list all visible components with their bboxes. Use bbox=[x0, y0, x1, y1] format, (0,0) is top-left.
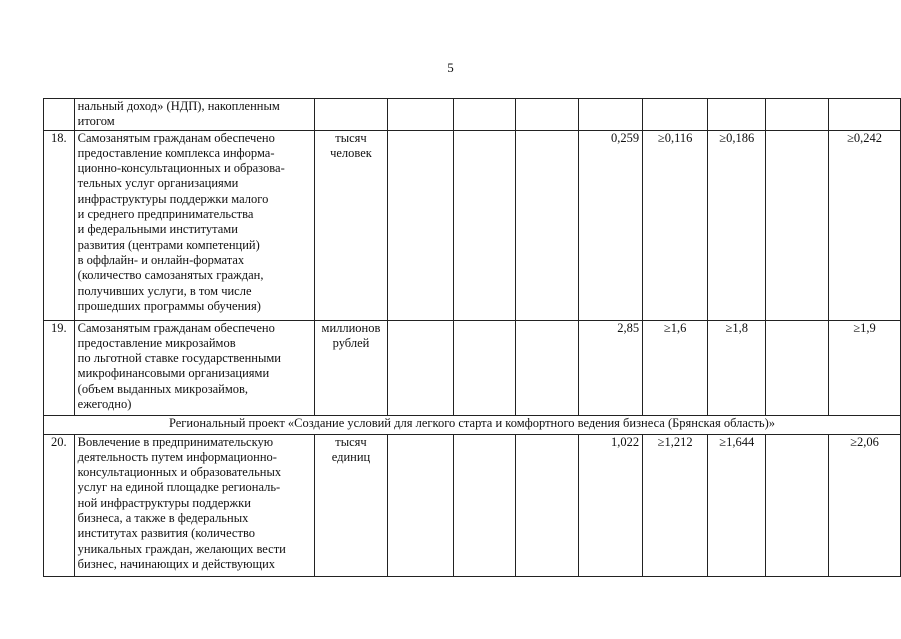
base-value: 0,259 bbox=[579, 130, 643, 320]
section-header: Региональный проект «Создание условий для легкого старта и комфортного ведения бизнеса (Брянская область)» bbox=[44, 415, 901, 434]
row-number: 20. bbox=[44, 434, 75, 576]
page-number: 5 bbox=[447, 60, 454, 75]
indicator-description: Самозанятым гражданам обеспечено предоставление микрозаймов по льготной ставке государственными микрофинансовыми организациями (объем выданных микрозаймов, ежегодно) bbox=[74, 320, 314, 415]
target-value-3: ≥1,9 bbox=[829, 320, 901, 415]
indicator-description: Самозанятым гражданам обеспечено предоставление комплекса информа- ционно-консультационных и образова- тельных услуг организациями инфраструктуры поддержки малого и среднего предпринимательства и федеральными институтами развития (центрами компетенций) в оффлайн- и онлайн-форматах (количество самозанятых граждан, получивших услуги, в том числе прошедших программы обучения) bbox=[74, 130, 314, 320]
table-row-19 bbox=[44, 320, 901, 415]
target-value-3: ≥2,06 bbox=[829, 434, 901, 576]
target-value-2: ≥1,8 bbox=[708, 320, 766, 415]
target-value-1: ≥0,116 bbox=[643, 130, 708, 320]
unit-cell: тысяч единиц bbox=[314, 434, 388, 576]
target-value-2: ≥0,186 bbox=[708, 130, 766, 320]
unit-cell bbox=[314, 99, 388, 131]
indicator-description: нальный доход» (НДП), накопленным итогом bbox=[74, 99, 314, 131]
row-number: 19. bbox=[44, 320, 75, 415]
base-value: 2,85 bbox=[579, 320, 643, 415]
target-value-1: ≥1,6 bbox=[643, 320, 708, 415]
table-row-20 bbox=[44, 434, 901, 576]
unit-cell: тысяч человек bbox=[314, 130, 388, 320]
indicator-description: Вовлечение в предпринимательскую деятельность путем информационно- консультационных и образовательных услуг на единой площадке региональ- ной инфраструктуры поддержки бизнеса, а также в федеральных институтах развития (количество уникальных граждан, желающих вести бизнес, начинающих и действующих bbox=[74, 434, 314, 576]
base-value: 1,022 bbox=[579, 434, 643, 576]
table-row-continuation bbox=[44, 99, 901, 131]
section-header-row bbox=[44, 415, 901, 434]
target-value-2: ≥1,644 bbox=[708, 434, 766, 576]
target-value-1: ≥1,212 bbox=[643, 434, 708, 576]
row-number-cell bbox=[44, 99, 75, 131]
unit-cell: миллионов рублей bbox=[314, 320, 388, 415]
table-row-18 bbox=[44, 130, 901, 320]
row-number: 18. bbox=[44, 130, 75, 320]
indicators-table bbox=[43, 98, 901, 577]
target-value-3: ≥0,242 bbox=[829, 130, 901, 320]
base-value-cell bbox=[579, 99, 643, 131]
